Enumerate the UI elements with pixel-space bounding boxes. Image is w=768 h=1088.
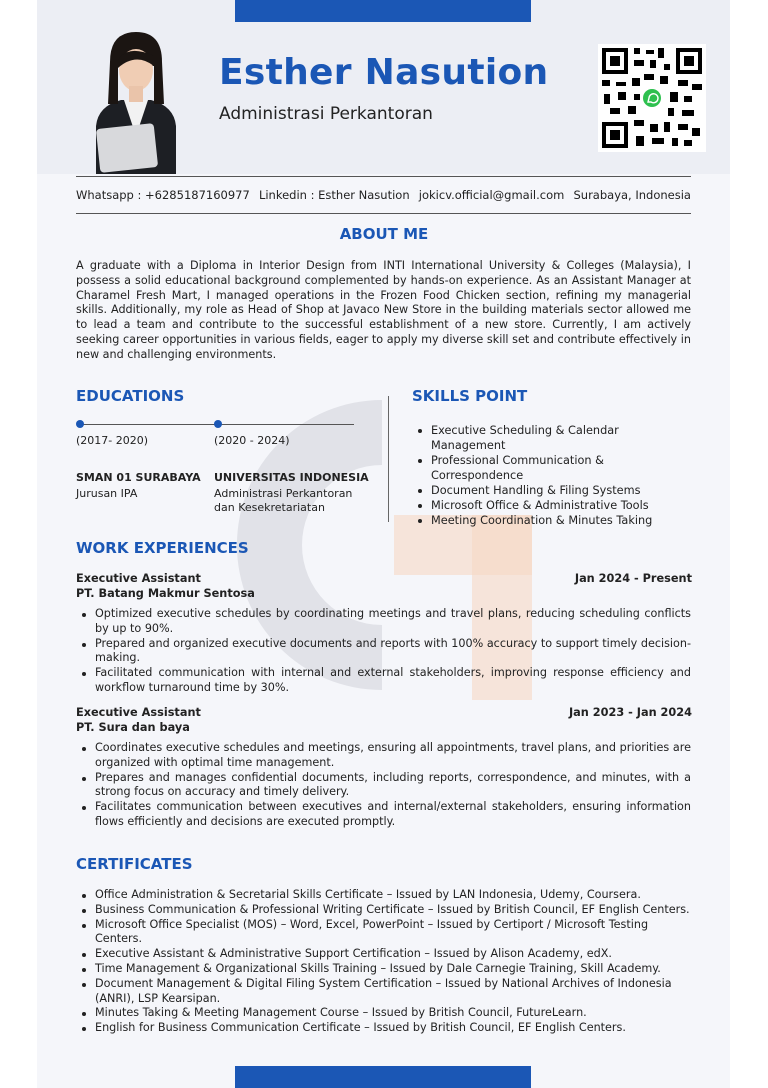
candidate-name: Esther Nasution xyxy=(219,52,549,93)
job-date: Jan 2023 - Jan 2024 xyxy=(568,706,692,719)
bottom-accent-bar xyxy=(235,1066,531,1088)
skill-item: Microsoft Office & Administrative Tools xyxy=(416,498,666,513)
contact-whatsapp[interactable]: Whatsapp : +6285187160977 xyxy=(76,188,250,202)
job-bullet: Facilitates communication between executives and internal/external stakeholders, ensuring information flows efficiently and decisions are executed promptly. xyxy=(80,800,691,830)
education-period: (2020 - 2024) xyxy=(214,434,290,447)
certificate-item: Executive Assistant & Administrative Support Certification – Issued by Alison Academy, edX. xyxy=(80,947,691,962)
education-period: (2017- 2020) xyxy=(76,434,149,447)
certificate-item: Office Administration & Secretarial Skills Certificate – Issued by LAN Indonesia, Udemy, Coursera. xyxy=(80,888,691,903)
skill-item: Professional Communication & Correspondence xyxy=(416,453,666,483)
job-bullet: Coordinates executive schedules and meetings, ensuring all appointments, travel plans, and priorities are organized with optimal time management. xyxy=(80,741,691,771)
skill-item: Meeting Coordination & Minutes Taking xyxy=(416,513,666,528)
contact-bar xyxy=(76,176,691,214)
contact-location: Surabaya, Indonesia xyxy=(573,188,691,202)
job-bullet: Optimized executive schedules by coordinating meetings and travel plans, reducing scheduling conflicts by up to 90%. xyxy=(80,607,691,637)
education-school: SMAN 01 SURABAYA xyxy=(76,471,201,484)
skill-item: Executive Scheduling & Calendar Management xyxy=(416,423,666,453)
job-bullet: Prepares and manages confidential documents, including reports, correspondence, and minutes, with a strong focus on accuracy and timely delivery. xyxy=(80,771,691,801)
certificates-title: CERTIFICATES xyxy=(76,855,193,873)
timeline-dot xyxy=(76,420,84,428)
about-text: A graduate with a Diploma in Interior Design from INTI International University & Colleges (Malaysia), I possess a solid educational background complemented by hands-on experience. As an Assistant Manager at Charamel Fresh Mart, I managed operations in the Frozen Food Chicken section, refining my managerial skills. Additionally, my role as Head of Shop at Javaco New Store in the building materials sector allowed me to lead a team and contribute to the successful establishment of a new store. Currently, I am actively seeking career opportunities in various fields, eager to apply my diverse skill set and contribute effectively in new and challenging environments. xyxy=(76,259,691,361)
education-major: Administrasi Perkantoran dan Kesekretariatan xyxy=(214,487,353,514)
column-divider xyxy=(388,396,389,522)
job-date: Jan 2024 - Present xyxy=(574,572,692,585)
job-company: PT. Sura dan baya xyxy=(76,721,190,734)
certificate-item: Microsoft Office Specialist (MOS) – Word, Excel, PowerPoint – Issued by Certiport / Microsoft Testing Centers. xyxy=(80,918,691,948)
top-accent-bar xyxy=(235,0,531,22)
about-title: ABOUT ME xyxy=(339,225,429,243)
job-bullet: Prepared and organized executive documents and reports with 100% accuracy to support timely decision-making. xyxy=(80,637,691,667)
certificate-item: Business Communication & Professional Writing Certificate – Issued by British Council, EF English Centers. xyxy=(80,903,691,918)
education-major: Jurusan IPA xyxy=(76,487,138,500)
contact-email[interactable]: jokicv.official@gmail.com xyxy=(418,188,565,202)
qr-code-icon xyxy=(598,44,706,152)
certificate-item: Minutes Taking & Meeting Management Course – Issued by British Council, FutureLearn. xyxy=(80,1006,691,1021)
certificates-list xyxy=(80,888,691,1036)
timeline-dot xyxy=(214,420,222,428)
job-bullets xyxy=(80,741,691,830)
job-bullet: Facilitated communication with internal and external stakeholders, improving response efficiency and workflow turnaround time by 30%. xyxy=(80,666,691,696)
job-position: Executive Assistant xyxy=(76,706,201,719)
skills-title: SKILLS POINT xyxy=(412,387,528,405)
educations-title: EDUCATIONS xyxy=(76,387,185,405)
certificate-item: Document Management & Digital Filing System Certification – Issued by National Archives of Indonesia (ANRI), LSP Kearsipan. xyxy=(80,977,691,1007)
job-position: Executive Assistant xyxy=(76,572,201,585)
job-bullets xyxy=(80,607,691,696)
certificate-item: Time Management & Organizational Skills Training – Issued by Dale Carnegie Training, Skill Academy. xyxy=(80,962,691,977)
skills-list xyxy=(416,423,666,528)
skill-item: Document Handling & Filing Systems xyxy=(416,483,666,498)
work-title: WORK EXPERIENCES xyxy=(76,539,249,557)
contact-linkedin[interactable]: Linkedin : Esther Nasution xyxy=(258,188,410,202)
profile-photo xyxy=(76,26,196,174)
job-company: PT. Batang Makmur Sentosa xyxy=(76,587,255,600)
education-school: UNIVERSITAS INDONESIA xyxy=(214,471,369,484)
candidate-role: Administrasi Perkantoran xyxy=(219,104,433,124)
certificate-item: English for Business Communication Certificate – Issued by British Council, EF English Centers. xyxy=(80,1021,691,1036)
